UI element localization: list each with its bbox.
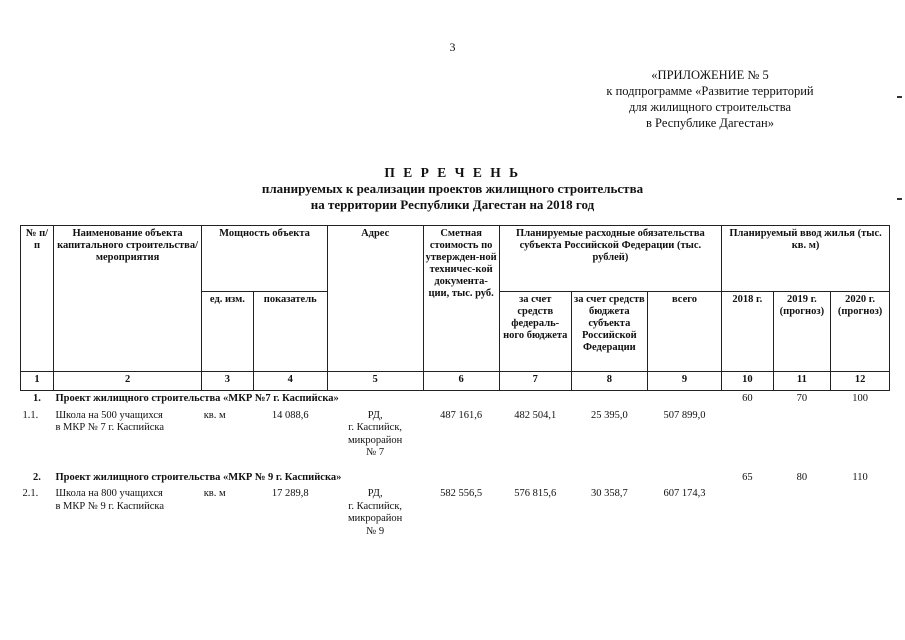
column-number: 6	[423, 372, 499, 391]
document-title	[0, 165, 905, 213]
section-row	[21, 391, 890, 408]
appendix-line: в Республике Дагестан»	[646, 116, 774, 130]
projects-table	[20, 225, 890, 540]
header-2020: 2020 г. (прогноз)	[831, 292, 890, 372]
appendix-line: «ПРИЛОЖЕНИЕ № 5	[651, 68, 769, 82]
appendix-line: для жилищного строительства	[628, 100, 792, 114]
column-number: 3	[202, 372, 253, 391]
housing-2020: 100	[852, 393, 868, 404]
column-number: 9	[647, 372, 721, 391]
column-number: 5	[327, 372, 423, 391]
address-line: РД,	[367, 488, 383, 499]
housing-2020: 110	[852, 471, 868, 483]
header-housing-input: Планируемый ввод жилья (тыс. кв. м)	[722, 226, 890, 292]
housing-2019: 70	[796, 393, 808, 404]
section-num: 2.	[33, 471, 41, 483]
section-row	[21, 462, 890, 487]
title-line: П Е Р Е Ч Е Н Ь	[384, 165, 521, 180]
item-cost: 487 161,6	[440, 409, 483, 421]
item-name-line: в МКР № 7 г. Каспийска	[55, 422, 165, 433]
housing-2019: 80	[796, 471, 808, 483]
housing-2018: 60	[742, 393, 753, 404]
appendix-line: к подпрограмме «Развитие территорий	[606, 84, 814, 98]
page-number: 3	[449, 40, 456, 54]
item-regional: 30 358,7	[590, 488, 628, 499]
address-line: микрорайон	[348, 513, 403, 524]
header-indicator: показатель	[253, 292, 327, 372]
address-line: РД,	[367, 409, 383, 421]
section-title: Проект жилищного строительства «МКР № 9 г. Каспийска»	[55, 471, 342, 483]
item-name	[53, 408, 201, 462]
item-unit: кв. м	[203, 488, 226, 499]
column-number: 11	[773, 372, 831, 391]
address-line: г. Каспийск,	[348, 500, 403, 512]
title-line: на территории Республики Дагестан на 2018 год	[310, 197, 595, 212]
item-num: 1.1.	[22, 409, 39, 421]
item-federal: 482 504,1	[514, 409, 557, 421]
column-number: 4	[253, 372, 327, 391]
item-cost: 582 556,5	[440, 488, 483, 499]
address-line: № 7	[366, 447, 385, 458]
appendix-header	[560, 67, 860, 131]
column-number: 1	[21, 372, 54, 391]
column-number: 10	[722, 372, 773, 391]
header-cost: Сметная стоимость по утвержден-ной техничес-кой документа-ции, тыс. руб.	[423, 226, 499, 372]
item-total: 507 899,0	[663, 409, 706, 421]
header-federal: за счет средств федераль-ного бюджета	[499, 292, 571, 372]
item-total: 607 174,3	[663, 488, 706, 499]
item-federal: 576 815,6	[514, 488, 557, 499]
header-unit: ед. изм.	[202, 292, 253, 372]
section-num: 1.	[33, 393, 41, 404]
address-line: г. Каспийск,	[348, 422, 403, 433]
item-num: 2.1.	[22, 488, 39, 499]
item-row	[21, 408, 890, 462]
title-line: планируемых к реализации проектов жилищного строительства	[261, 181, 644, 196]
housing-2018: 65	[742, 471, 753, 483]
item-regional: 25 395,0	[590, 409, 628, 421]
header-2019: 2019 г. (прогноз)	[773, 292, 831, 372]
item-name-line: в МКР № 9 г. Каспийска	[55, 500, 165, 512]
section-title: Проект жилищного строительства «МКР №7 г. Каспийска»	[55, 393, 339, 404]
column-number: 12	[831, 372, 890, 391]
item-name	[53, 486, 201, 540]
item-indicator: 17 289,8	[271, 488, 309, 499]
header-total: всего	[647, 292, 721, 372]
item-address	[327, 486, 423, 540]
column-number: 8	[571, 372, 647, 391]
margin-mark	[897, 96, 902, 98]
column-number: 7	[499, 372, 571, 391]
header-planned-expenditure: Планируемые расходные обязательства субъекта Российской Федерации (тыс. рублей)	[499, 226, 721, 292]
item-indicator: 14 088,6	[271, 409, 309, 421]
header-capacity: Мощность объекта	[202, 226, 328, 292]
address-line: микрорайон	[348, 434, 403, 446]
item-name-line: Школа на 800 учащихся	[55, 488, 163, 499]
item-name-line: Школа на 500 учащихся	[55, 409, 163, 421]
header-num: № п/п	[21, 226, 54, 372]
header-2018: 2018 г.	[722, 292, 773, 372]
item-unit: кв. м	[203, 409, 226, 421]
header-name: Наименование объекта капитального строительства/ мероприятия	[53, 226, 201, 372]
item-row	[21, 486, 890, 540]
address-line: № 9	[366, 525, 385, 537]
item-address	[327, 408, 423, 462]
column-number: 2	[53, 372, 201, 391]
header-regional: за счет средств бюджета субъекта Российской Федерации	[571, 292, 647, 372]
header-address: Адрес	[327, 226, 423, 372]
